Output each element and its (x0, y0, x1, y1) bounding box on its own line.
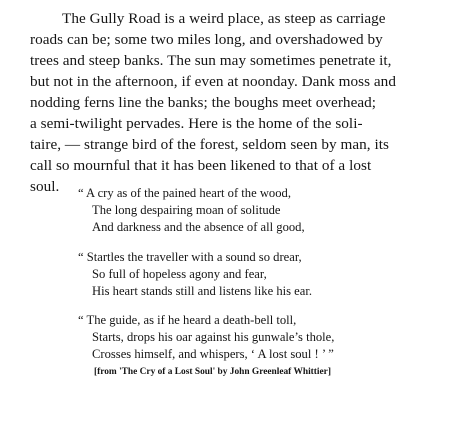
poem-line: And darkness and the absence of all good, (92, 220, 305, 234)
paragraph-line: call so mournful that it has been likened to that of a lost (30, 157, 372, 174)
poem-line: “ A cry as of the pained heart of the wood, (78, 186, 291, 200)
paragraph-line: but not in the afternoon, if even at noonday. Dank moss and (30, 73, 396, 90)
paragraph-line: a semi-twilight pervades. Here is the home of the soli- (30, 115, 363, 132)
poem-line: His heart stands still and listens like his ear. (92, 284, 313, 298)
poem-line: “ The guide, as if he heard a death-bell toll, (78, 313, 297, 327)
poem-line: “ Startles the traveller with a sound so drear, (78, 250, 302, 264)
poem-line: Crosses himself, and whispers, ‘ A lost soul ! ’ ” (92, 347, 334, 361)
paragraph-line: nodding ferns line the banks; the boughs meet overhead; (30, 94, 377, 111)
poem-line: So full of hopeless agony and fear, (92, 267, 267, 281)
poem-attribution: [from 'The Cry of a Lost Soul' by John Greenleaf Whittier] (94, 367, 331, 377)
poem-line: Starts, drops his oar against his gunwale’s thole, (92, 330, 335, 344)
paragraph-line: The Gully Road is a weird place, as steep as carriage (62, 10, 386, 27)
paragraph-line: taire, — strange bird of the forest, seldom seen by man, its (30, 136, 389, 153)
paragraph-line: roads can be; some two miles long, and overshadowed by (30, 31, 383, 48)
poem-line: The long despairing moan of solitude (92, 203, 281, 217)
paragraph-line: soul. (30, 178, 60, 195)
paragraph-line: trees and steep banks. The sun may sometimes penetrate it, (30, 52, 392, 69)
